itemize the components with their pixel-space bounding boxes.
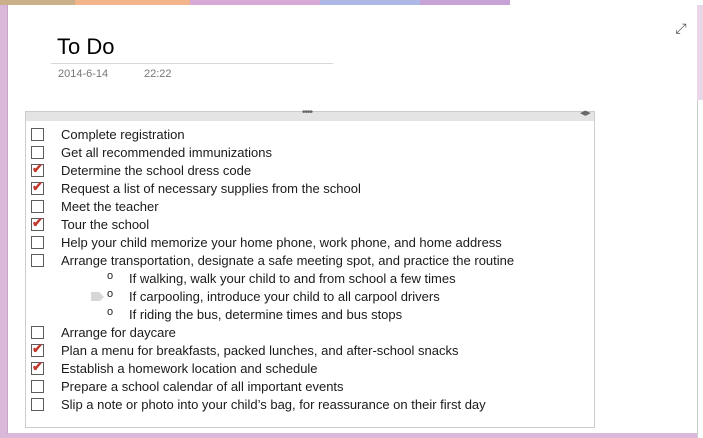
unchecked-checkbox[interactable] xyxy=(31,254,44,267)
unchecked-checkbox[interactable] xyxy=(31,128,44,141)
checkmark-icon: ✔ xyxy=(32,179,43,194)
todo-item-text[interactable]: Request a list of necessary supplies from the school xyxy=(61,181,361,196)
todo-item[interactable] xyxy=(26,199,594,217)
checkmark-icon: ✔ xyxy=(32,341,43,356)
todo-item-text[interactable]: Meet the teacher xyxy=(61,199,159,214)
todo-item-text[interactable]: Get all recommended immunizations xyxy=(61,145,272,160)
todo-item-text[interactable]: Tour the school xyxy=(61,217,150,232)
checkmark-icon: ✔ xyxy=(32,161,43,176)
todo-item[interactable] xyxy=(26,217,594,235)
todo-item-text[interactable]: Establish a homework location and schedule xyxy=(61,361,318,376)
drag-handle-icon[interactable]: •••• xyxy=(302,107,313,118)
todo-item[interactable] xyxy=(26,145,594,163)
page-right-edge xyxy=(697,5,703,433)
resize-handle-icon[interactable]: ◀▶ xyxy=(580,110,591,117)
note-page xyxy=(7,5,698,433)
todo-item-text[interactable]: Determine the school dress code xyxy=(61,163,252,178)
checked-checkbox[interactable] xyxy=(31,179,44,195)
unchecked-checkbox[interactable] xyxy=(31,200,44,213)
page-date: 2014-6-14 xyxy=(58,68,109,80)
todo-item[interactable] xyxy=(26,181,594,199)
bullet-icon: o xyxy=(107,306,114,318)
todo-item[interactable] xyxy=(26,235,594,253)
scroll-area xyxy=(697,100,703,438)
paragraph-handle-icon[interactable] xyxy=(91,292,100,301)
sub-list-item[interactable] xyxy=(26,271,594,289)
todo-item[interactable] xyxy=(26,325,594,343)
todo-item[interactable] xyxy=(26,397,594,415)
bullet-icon: o xyxy=(107,288,114,300)
todo-item[interactable] xyxy=(26,361,594,379)
page-time: 22:22 xyxy=(144,68,172,80)
todo-item-text[interactable]: Arrange transportation, designate a safe meeting spot, and practice the routine xyxy=(61,253,515,268)
todo-item-text[interactable]: Slip a note or photo into your child’s bag, for reassurance on their first day xyxy=(61,397,486,412)
todo-item-text[interactable]: Complete registration xyxy=(61,127,185,142)
container-header-bar xyxy=(26,107,594,121)
page-title[interactable]: To Do xyxy=(57,34,115,59)
checkmark-icon: ✔ xyxy=(32,359,43,374)
todo-item-text[interactable]: Prepare a school calendar of all important events xyxy=(61,379,344,394)
checked-checkbox[interactable] xyxy=(31,215,44,231)
note-container[interactable] xyxy=(25,107,595,428)
todo-item[interactable] xyxy=(26,253,594,271)
todo-item[interactable] xyxy=(26,343,594,361)
sub-item-text[interactable]: If walking, walk your child to and from school a few times xyxy=(129,271,456,286)
title-divider xyxy=(51,63,333,64)
checked-checkbox[interactable] xyxy=(31,341,44,357)
sub-item-text[interactable]: If riding the bus, determine times and bus stops xyxy=(129,307,403,322)
sub-item-text[interactable]: If carpooling, introduce your child to all carpool drivers xyxy=(129,289,440,304)
unchecked-checkbox[interactable] xyxy=(31,146,44,159)
unchecked-checkbox[interactable] xyxy=(31,398,44,411)
todo-item-text[interactable]: Help your child memorize your home phone, work phone, and home address xyxy=(61,235,502,250)
checkmark-icon: ✔ xyxy=(32,215,43,230)
sub-list-item[interactable] xyxy=(26,307,594,325)
todo-item[interactable] xyxy=(26,379,594,397)
todo-item-text[interactable]: Plan a menu for breakfasts, packed lunches, and after-school snacks xyxy=(61,343,459,358)
unchecked-checkbox[interactable] xyxy=(31,326,44,339)
todo-item-text[interactable]: Arrange for daycare xyxy=(61,325,176,340)
todo-item[interactable] xyxy=(26,127,594,145)
unchecked-checkbox[interactable] xyxy=(31,380,44,393)
todo-item[interactable] xyxy=(26,163,594,181)
checked-checkbox[interactable] xyxy=(31,161,44,177)
sub-list-item[interactable] xyxy=(26,289,594,307)
checked-checkbox[interactable] xyxy=(31,359,44,375)
unchecked-checkbox[interactable] xyxy=(31,236,44,249)
expand-icon[interactable]: ⤢ xyxy=(675,20,687,36)
bullet-icon: o xyxy=(107,270,114,282)
